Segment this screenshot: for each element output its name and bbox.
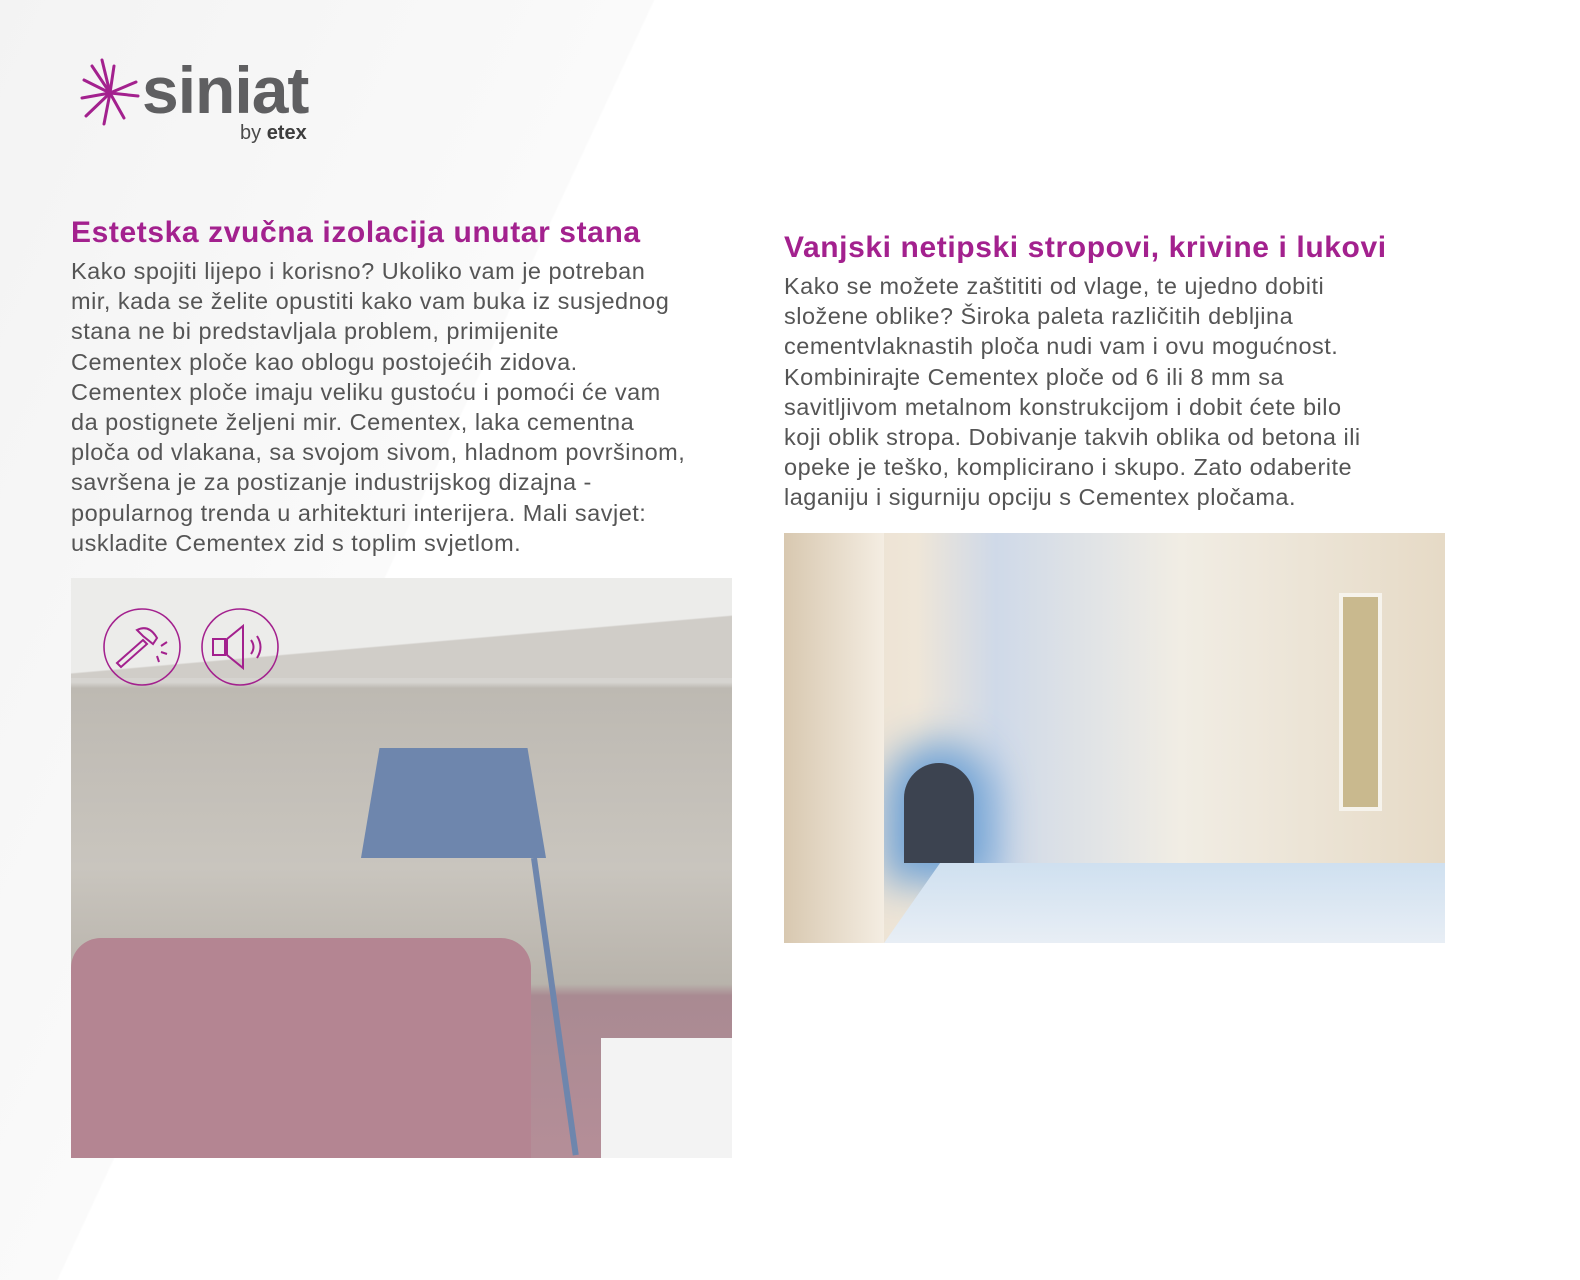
logo-wordmark: siniat <box>142 53 309 127</box>
right-line: savitljivom metalnom konstrukcijom i dobit ćete bilo <box>784 393 1342 420</box>
side-table <box>601 1038 732 1158</box>
corridor-end <box>904 763 974 863</box>
left-line: ploča od vlakana, sa svojom sivom, hladnom površinom, <box>71 439 686 466</box>
left-line: savršena je za postizanje industrijskog dizajna - <box>71 469 592 496</box>
logo-by: by <box>240 122 262 144</box>
floor <box>884 863 1445 943</box>
left-line: Kako spojiti lijepo i korisno? Ukoliko vam je potreban <box>71 258 646 284</box>
sofa <box>71 938 531 1158</box>
lamp-shade <box>361 748 546 858</box>
left-line: stana ne bi predstavljala problem, primijenite <box>71 318 560 345</box>
left-line: Cementex ploče kao oblogu postojećih zidova. <box>71 348 578 375</box>
left-line: mir, kada se želite opustiti kako vam buka iz susjednog <box>71 288 670 315</box>
left-title: Estetska zvučna izolacija unutar stana <box>71 216 641 249</box>
right-title: Vanjski netipski stropovi, krivine i lukovi <box>784 231 1387 264</box>
right-line: koji oblik stropa. Dobivanje takvih oblika od betona ili <box>784 424 1361 451</box>
siniat-logo <box>80 53 340 156</box>
right-body <box>784 271 1464 513</box>
left-line: da postignete željeni mir. Cementex, laka cementna <box>71 409 635 436</box>
lamp-pole <box>531 858 579 1156</box>
right-line: cementvlaknastih ploča nudi vam i ovu mogućnost. <box>784 333 1339 360</box>
right-line: Kako se možete zaštititi od vlage, te ujedno dobiti <box>784 273 1325 299</box>
left-column <box>71 216 751 558</box>
left-body <box>71 256 751 558</box>
arched-corridor-photo <box>784 533 1445 943</box>
logo-etex: etex <box>266 122 307 144</box>
window <box>1339 593 1382 811</box>
right-line: Kombinirajte Cementex ploče od 6 ili 8 mm sa <box>784 363 1285 390</box>
right-line: opeke je teško, komplicirano i skupo. Zato odaberite <box>784 454 1353 481</box>
hammer-icon <box>103 608 181 686</box>
right-line: laganiju i sigurniju opciju s Cementex pločama. <box>784 484 1297 511</box>
left-line: Cementex ploče imaju veliku gustoću i pomoći će vam <box>71 378 661 405</box>
living-room-photo <box>71 578 732 1158</box>
speaker-icon <box>201 608 279 686</box>
column <box>784 533 884 943</box>
right-column <box>784 231 1464 513</box>
right-line: složene oblike? Široka paleta različitih debljina <box>784 303 1294 330</box>
left-line: popularnog trenda u arhitekturi interijera. Mali savjet: <box>71 499 647 526</box>
logo-byline <box>240 122 307 145</box>
starburst-icon <box>80 58 140 128</box>
left-line: uskladite Cementex zid s toplim svjetlom. <box>71 529 522 556</box>
